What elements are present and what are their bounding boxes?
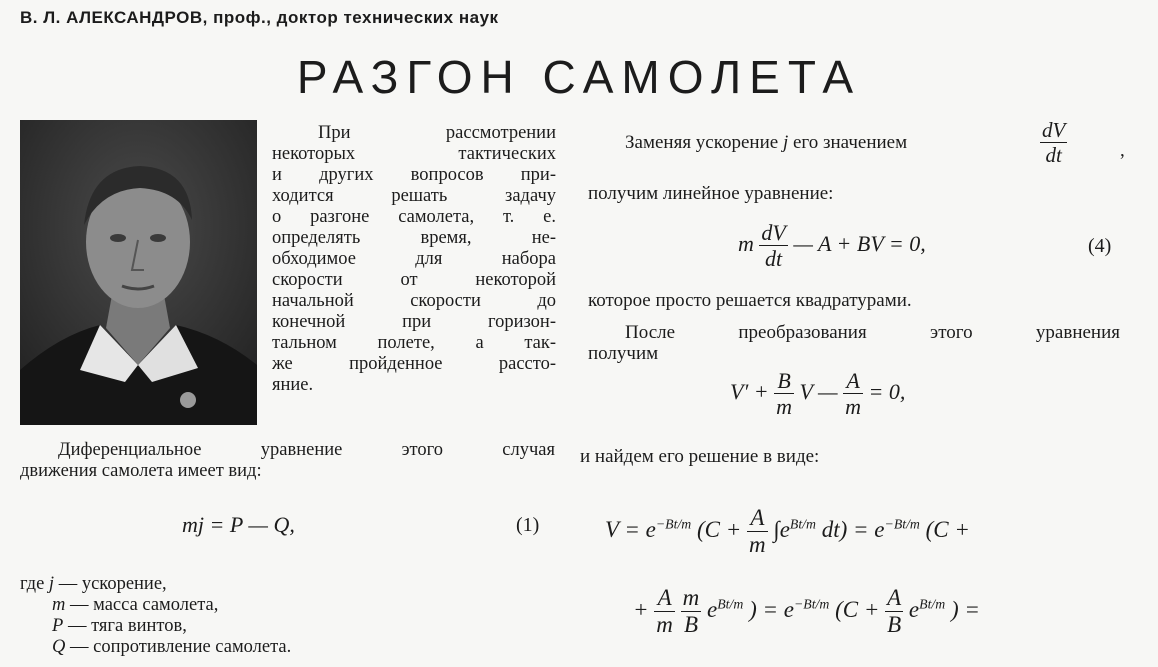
right-line-5: получим — [588, 343, 659, 364]
eq6a-body-3: dt) = e — [821, 517, 885, 543]
text-line: яние. — [272, 375, 314, 395]
eq6a-end: (C + — [925, 517, 970, 543]
eq4-fraction — [759, 220, 787, 272]
symbol-j: j — [782, 132, 789, 153]
fraction-denominator: m — [749, 532, 766, 558]
definition-row — [52, 637, 291, 658]
eq6a-exponent-3: −Bt/m — [884, 516, 920, 532]
definition-row — [20, 574, 167, 595]
definition-text: — тяга винтов, — [63, 616, 187, 636]
definition-row — [52, 595, 218, 616]
text-line: Диференциальное уравнение этого случая — [58, 440, 555, 460]
text-line: некоторых тактических — [272, 144, 556, 164]
definition-text: — ускорение, — [54, 574, 167, 594]
text-line: же пройденное рассто- — [272, 354, 556, 374]
eq6b-exponent: Bt/m — [717, 596, 744, 612]
fraction-denominator: B — [887, 612, 902, 638]
fraction-denominator: dt — [765, 246, 783, 272]
eq6b-close: ) = e — [749, 597, 794, 623]
fraction-numerator: A — [747, 505, 768, 532]
portrait-image — [20, 120, 257, 425]
text-line: При рассмотрении — [318, 123, 556, 143]
where-lead: где — [20, 574, 45, 594]
eq5-lhs: V′ + — [730, 378, 775, 404]
fraction-denominator: dt — [1045, 143, 1062, 168]
equation-1: mj = P — Q, — [182, 512, 295, 537]
eq6a-body: (C + — [697, 517, 748, 543]
eq6a-exponent-2: Bt/m — [789, 516, 816, 532]
text-line: о разгоне самолета, т. е. — [272, 207, 556, 227]
text-line: обходимое для набора — [272, 249, 556, 269]
eq6b-mid: e — [707, 597, 718, 623]
eq6b-tail: ) = — [950, 597, 980, 623]
article-title: РАЗГОН САМОЛЕТА — [296, 51, 862, 103]
text-line: скорости от некоторой — [272, 270, 556, 290]
eq6b-exponent-3: Bt/m — [919, 596, 946, 612]
text-line: движения самолета имеет вид: — [20, 461, 262, 481]
fraction-dv-dt — [1040, 118, 1067, 167]
right-line-3: которое просто решается квадратурами. — [588, 290, 912, 311]
eq6b-exponent-2: −Bt/m — [793, 596, 830, 612]
definition-symbol: m — [52, 595, 66, 615]
fraction-denominator: m — [776, 394, 792, 420]
fraction-numerator: A — [654, 585, 675, 612]
author-line: В. Л. АЛЕКСАНДРОВ, проф., доктор технических наук — [20, 8, 499, 27]
eq6a-fraction — [747, 505, 768, 559]
text-fragment: Заменяя ускорение — [625, 132, 779, 153]
text-line: тальном полете, а так- — [272, 333, 556, 353]
eq6a-integral: ∫e — [773, 517, 790, 543]
fraction-numerator: A — [843, 368, 863, 394]
eq6b-fraction-m — [681, 585, 702, 639]
equation-6b — [633, 585, 980, 639]
eq6a-lhs: V = e — [605, 517, 656, 543]
equation-4-number: (4) — [1088, 235, 1112, 257]
equation-1-number: (1) — [516, 514, 540, 536]
definition-symbol: P — [52, 616, 64, 636]
text-line: определять время, не- — [272, 228, 556, 248]
definition-row — [52, 616, 187, 637]
fraction-numerator: A — [885, 585, 903, 612]
fraction-numerator: dV — [761, 220, 786, 245]
text-line: конечной при горизон- — [272, 312, 556, 332]
fraction-denominator: B — [683, 612, 698, 638]
eq6b-body: (C + — [835, 597, 886, 623]
eq6b-end: e — [908, 597, 920, 623]
eq6b-fraction-ab — [885, 585, 903, 639]
eq4-rest: — A + BV = 0, — [793, 230, 926, 256]
fraction-denominator: m — [656, 612, 673, 638]
definition-symbol: Q — [52, 637, 66, 657]
equation-5 — [730, 368, 905, 420]
eq6b-lead: + — [633, 597, 655, 623]
eq6a-exponent: −Bt/m — [655, 516, 692, 532]
equation-4 — [738, 220, 926, 272]
right-line-1 — [625, 132, 907, 153]
eq4-m: m — [738, 230, 754, 256]
comma: , — [1120, 140, 1125, 161]
right-line-2: получим линейное уравнение: — [588, 183, 834, 204]
right-line-4: После преобразования этого уравнения — [625, 322, 1120, 343]
fraction-denominator: m — [845, 394, 861, 420]
fraction-numerator: dV — [1042, 118, 1066, 142]
equation-6a — [605, 505, 970, 559]
eq5-end: = 0, — [868, 378, 906, 404]
definition-text: — сопротивление самолета. — [65, 637, 292, 657]
right-line-6: и найдем его решение в виде: — [580, 446, 820, 467]
eq5-fraction-a — [843, 368, 863, 420]
fraction-numerator: m — [681, 585, 702, 612]
definition-symbol: j — [48, 574, 55, 594]
eq6b-fraction-a — [654, 585, 675, 639]
text-line: ходится решать задачу — [272, 186, 556, 206]
eq5-fraction-b — [774, 368, 794, 420]
eq5-mid: V — — [799, 378, 844, 404]
author-portrait — [20, 120, 257, 425]
text-line: и других вопросов при- — [272, 165, 556, 185]
text-fragment: его значением — [793, 132, 908, 153]
fraction-numerator: B — [774, 368, 794, 394]
definition-text: — масса самолета, — [65, 595, 219, 615]
text-line: начальной скорости до — [272, 291, 556, 311]
